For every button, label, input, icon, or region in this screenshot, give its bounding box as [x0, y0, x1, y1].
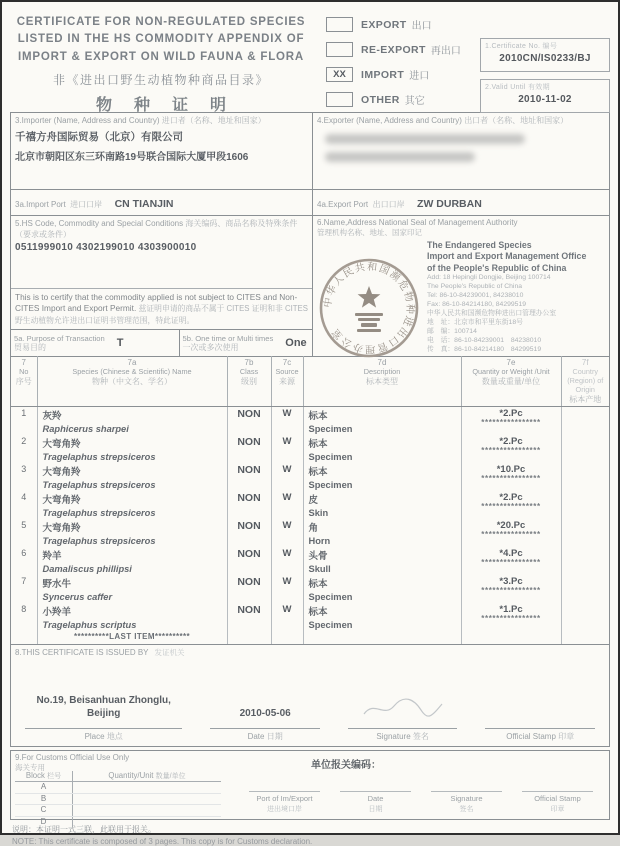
source-cell: W — [271, 491, 303, 519]
importer-exporter-row — [11, 113, 609, 189]
quantity-value: *2.Pc — [499, 492, 523, 503]
management-authority-box — [313, 216, 609, 356]
hs-label-cn: 海关编码、商品名称及特殊条件（要求或条件） — [15, 219, 298, 239]
quantity-fill-stars: **************** — [481, 614, 541, 623]
description-cn: 头骨 — [308, 551, 328, 562]
customs-col-label: Date — [367, 794, 384, 803]
customs-sign-labels — [239, 791, 603, 814]
description-en: Specimen — [308, 424, 353, 434]
quantity-value: *1.Pc — [499, 604, 523, 615]
block-row — [15, 817, 221, 828]
description-cn: 标本 — [308, 579, 328, 590]
quantity-cell — [461, 519, 561, 547]
species-cn-name: 大弯角羚 — [42, 523, 81, 534]
authority-detail-line: Fax: 86-10-84214180, 84299519 — [427, 301, 527, 309]
description-en: Skull — [308, 564, 331, 574]
species-scientific-name: Raphicerus sharpei — [42, 424, 129, 434]
quantity-value: *20.Pc — [496, 520, 526, 531]
block-letter: C — [15, 805, 73, 816]
check-label-cn: 再出口 — [430, 46, 461, 57]
quantity-cell — [461, 491, 561, 519]
block-letter: A — [15, 782, 73, 793]
authority-org-lines — [427, 240, 605, 274]
note-cn: 说明：本证明一式三联，此联用于报关。 — [12, 825, 156, 834]
one-or-multi-times — [180, 330, 312, 356]
quantity-cell — [461, 603, 561, 631]
export-port-label-cn: 出口口岸 — [372, 200, 405, 209]
quantity-cell — [461, 575, 561, 603]
description-cn: 标本 — [308, 467, 328, 478]
customs-section — [10, 750, 610, 826]
valid-until-value: 2010-11-02 — [518, 94, 572, 105]
source-cell: W — [271, 519, 303, 547]
species-scientific-name: Tragelaphus strepsiceros — [42, 452, 156, 462]
row-no-cell: 2 — [21, 436, 27, 446]
class-cell: NON — [227, 407, 271, 436]
certificate-no-label: 1.Certificate No. 编号 — [485, 43, 558, 50]
species-scientific-name: Damaliscus phillipsi — [42, 564, 132, 574]
block-quantity-blank — [73, 817, 221, 828]
block-row — [15, 805, 221, 817]
customs-sign-column — [421, 791, 512, 814]
col-header-species: 7a Species (Chinese & Scientific) Name 物种（中文名、学名） — [37, 357, 227, 407]
class-cell: NON — [227, 575, 271, 603]
importer-address: 北京市朝阳区东三环南路19号联合国际大厦甲段1606 — [15, 152, 249, 163]
purpose-times-row — [11, 329, 312, 356]
species-name-cell — [37, 435, 227, 463]
source-cell: W — [271, 463, 303, 491]
customs-sign-column — [330, 791, 421, 814]
import-port-label: 3a.Import Port — [15, 200, 66, 209]
fill-line — [431, 791, 502, 792]
description-cell — [303, 575, 461, 603]
col-header-description: 7d Description 标本类型 — [303, 357, 461, 407]
quantity-cell — [461, 435, 561, 463]
source-cell: W — [271, 435, 303, 463]
description-en: Specimen — [308, 592, 353, 602]
fill-line — [522, 791, 593, 792]
quantity-fill-stars: **************** — [481, 418, 541, 427]
origin-cell — [561, 547, 609, 575]
species-name-cell — [37, 407, 227, 436]
certification-cn: 兹证明申请的商品不属于 CITES 证明和非 CITES 野生动植物允许进出口证明书管理范围，特此证明。 — [15, 304, 308, 325]
species-name-cell — [37, 575, 227, 603]
source-cell: W — [271, 575, 303, 603]
block-quantity-table: Block 栏号 Quantity/Unit 数量/单位 A B C D — [15, 771, 221, 827]
species-name-cell — [37, 603, 227, 631]
authority-detail-line: 中华人民共和国濒危物种进出口管理办公室 — [427, 310, 557, 318]
authority-detail-line: 邮 编：100714 — [427, 328, 477, 336]
authority-detail-line: 地 址：北京市和平里东街18号 — [427, 319, 523, 327]
check-label-cn: 其它 — [404, 96, 425, 107]
official-stamp-label: Official Stamp — [506, 732, 556, 741]
table-row — [11, 519, 609, 547]
check-label: RE-EXPORT — [361, 43, 426, 56]
row-no-cell: 5 — [21, 520, 27, 530]
col-header-class: 7b Class 级别 — [227, 357, 271, 407]
origin-cell — [561, 435, 609, 463]
hs-authority-row — [11, 215, 609, 356]
hs-code-box — [11, 216, 312, 289]
quantity-value: *10.Pc — [496, 464, 526, 475]
species-cn-name: 小羚羊 — [42, 607, 72, 618]
description-en: Specimen — [308, 480, 353, 490]
authority-detail-line: The People's Republic of China — [427, 283, 523, 291]
last-item-marker: **********LAST ITEM********** — [37, 631, 227, 644]
customs-sign-column — [239, 791, 330, 814]
exporter-label-cn: 出口者（名称、地址和国家） — [464, 116, 569, 125]
quantity-fill-stars: **************** — [481, 502, 541, 511]
species-cn-name: 大弯角羚 — [42, 467, 81, 478]
authority-org-line: The Endangered Species — [427, 240, 532, 250]
importer-name: 千禧方舟国际贸易（北京）有限公司 — [15, 131, 183, 143]
footer-notes — [10, 824, 610, 846]
ports-row — [11, 189, 609, 215]
species-cn-name: 野水牛 — [42, 579, 72, 590]
check-row — [326, 12, 480, 37]
transaction-type-checks — [312, 6, 480, 112]
origin-cell — [561, 519, 609, 547]
checkbox — [326, 92, 353, 107]
certification-statement — [11, 289, 312, 329]
exporter-label: 4.Exporter (Name, Address and Country) — [317, 116, 462, 125]
quantity-value: *2.Pc — [499, 436, 523, 447]
importer-label: 3.Importer (Name, Address and Country) — [15, 116, 160, 125]
block-letter: B — [15, 794, 73, 805]
certificate-info — [480, 6, 610, 112]
description-cell — [303, 463, 461, 491]
national-emblem-icon — [355, 286, 383, 332]
authority-org-line: of the People's Republic of China — [427, 262, 567, 273]
place-value-line-2: Beijing — [87, 708, 121, 719]
description-en: Specimen — [308, 620, 353, 630]
customs-col-label-cn: 进出境口岸 — [267, 806, 302, 813]
exporter-redacted-line-1 — [325, 134, 525, 144]
customs-col-label-cn: 日期 — [368, 806, 383, 813]
certification-en: This is to certify that the commodity applied is not subject to CITES and Non-CITES Import and Export Permit. — [15, 292, 298, 314]
species-scientific-name: Tragelaphus scriptus — [42, 620, 137, 630]
col-header-no: 7 No 序号 — [11, 357, 37, 407]
svg-text:中华人民共和国濒危物种进出口管理办公室: 中华人民共和国濒危物种进出口管理办公室 — [322, 261, 416, 355]
place-value-line-1: No.19, Beisanhuan Zhonglu, — [36, 695, 171, 706]
description-cell — [303, 435, 461, 463]
species-scientific-name: Tragelaphus strepsiceros — [42, 508, 156, 518]
page-title-line-3: IMPORT & EXPORT ON WILD FAUNA & FLORA — [18, 50, 304, 63]
purpose-of-transaction — [11, 330, 180, 356]
class-cell: NON — [227, 603, 271, 631]
origin-cell — [561, 407, 609, 436]
description-cell — [303, 519, 461, 547]
fill-line — [340, 791, 411, 792]
col-header-quantity: 7e Quantity or Weight /Unit 数量或重量/单位 — [461, 357, 561, 407]
quantity-value: *2.Pc — [499, 408, 523, 419]
check-row — [326, 37, 480, 62]
origin-cell — [561, 463, 609, 491]
doc-name-cn: 物种证明 — [95, 96, 248, 114]
customs-label-cn: 海关专用 — [15, 763, 45, 772]
page-title-line-2: LISTED IN THE HS COMMODITY APPENDIX OF — [17, 33, 305, 46]
exporter-box — [313, 113, 609, 189]
export-port-value: ZW DURBAN — [417, 198, 482, 210]
customs-label: 9.For Customs Official Use Only — [15, 753, 130, 762]
authority-org-line: Import and Export Management Office — [427, 251, 587, 262]
species-scientific-name: Tragelaphus strepsiceros — [42, 536, 156, 546]
species-name-cell — [37, 547, 227, 575]
checkbox — [326, 42, 353, 57]
authority-label-cn: 管理机构名称、地址、国家印记 — [317, 228, 422, 237]
times-label-cn: 一次或多次使用 — [182, 342, 239, 352]
issued-by-section — [11, 644, 609, 746]
check-row — [326, 62, 480, 87]
description-cn: 皮 — [308, 495, 319, 506]
hs-column — [11, 216, 313, 356]
customs-sign-column — [512, 791, 603, 814]
species-name-cell — [37, 491, 227, 519]
signature-column: Signature 签名 — [334, 680, 472, 742]
times-value: One — [285, 337, 307, 350]
table-row — [11, 603, 609, 631]
block-letter: D — [15, 817, 73, 828]
species-cn-name: 大弯角羚 — [42, 439, 81, 450]
authority-detail-line: 电 话：86-10-84239001 84238010 — [427, 337, 542, 345]
hs-codes-value: 0511999010 4302199010 4303900010 — [15, 242, 197, 253]
check-row — [326, 87, 480, 112]
authority-label: 6.Name,Address National Seal of Management Authority — [317, 218, 518, 227]
block-quantity-blank — [73, 782, 221, 793]
quantity-fill-stars: **************** — [481, 530, 541, 539]
block-row — [15, 782, 221, 794]
certificate-no-value: 2010CN/IS0233/BJ — [499, 53, 591, 64]
description-cn: 角 — [308, 523, 319, 534]
row-no-cell: 4 — [21, 492, 27, 502]
origin-cell — [561, 603, 609, 631]
check-label: IMPORT — [361, 68, 405, 81]
importer-label-cn: 进口者（名称、地址和国家） — [161, 116, 266, 125]
table-row — [11, 575, 609, 603]
species-scientific-name: Syncerus caffer — [42, 592, 113, 602]
note-en: NOTE: This certificate is composed of 3 pages. This copy is for Customs declaration. — [12, 837, 313, 846]
block-row — [15, 794, 221, 806]
quantity-cell — [461, 463, 561, 491]
export-port-label: 4a.Export Port — [317, 200, 369, 209]
source-cell: W — [271, 407, 303, 436]
col-header-origin: 7f Country (Region) of Origin 标本产地 — [561, 357, 609, 407]
origin-cell — [561, 491, 609, 519]
quantity-cell — [461, 547, 561, 575]
customs-col-label: Port of Im/Export — [256, 794, 313, 803]
valid-until-label: 2.Valid Until 有效期 — [485, 84, 550, 91]
date-value: 2010-05-06 — [239, 708, 291, 719]
quantity-value: *3.Pc — [499, 576, 523, 587]
page-subtitle-cn: 非《进出口野生动植物种商品目录》 — [52, 72, 269, 87]
place-label: Place — [84, 732, 105, 741]
customs-col-label-cn: 签名 — [459, 806, 474, 813]
check-label: EXPORT — [361, 18, 407, 31]
export-port — [313, 190, 609, 215]
class-cell: NON — [227, 463, 271, 491]
official-stamp-column: Official Stamp 印章 — [471, 680, 609, 742]
source-cell: W — [271, 603, 303, 631]
species-name-cell — [37, 519, 227, 547]
purpose-label: 5a. Purpose of Transaction — [14, 333, 105, 343]
table-row — [11, 407, 609, 436]
signature-label: Signature — [376, 732, 411, 741]
species-cn-name: 灰羚 — [42, 411, 62, 422]
page-title-line-1: CERTIFICATE FOR NON-REGULATED SPECIES — [16, 16, 306, 28]
hs-label: 5.HS Code, Commodity and Special Conditions — [15, 219, 184, 228]
check-label-cn: 出口 — [411, 21, 432, 32]
species-cn-name: 羚羊 — [42, 551, 62, 562]
description-en: Horn — [308, 536, 331, 546]
description-cell — [303, 491, 461, 519]
import-port-value: CN TIANJIN — [114, 198, 174, 210]
certificate-no-box — [480, 38, 610, 72]
description-cn: 标本 — [308, 607, 328, 618]
form-body — [10, 112, 610, 747]
issued-by-label: 8.THIS CERTIFICATE IS ISSUED BY — [15, 648, 149, 657]
official-seal-icon — [317, 256, 421, 360]
species-scientific-name: Tragelaphus strepsiceros — [42, 480, 156, 490]
description-en: Skin — [308, 508, 329, 518]
row-no-cell: 7 — [21, 576, 27, 586]
species-name-cell — [37, 463, 227, 491]
authority-detail-line: Tel: 86-10-84239001, 84238010 — [427, 292, 524, 300]
signature-scribble-icon — [358, 694, 448, 720]
description-cell — [303, 603, 461, 631]
customs-col-label: Signature — [450, 794, 483, 803]
authority-detail-line: Add: 18 Hepingli Dongjie, Beijing 100714 — [427, 274, 551, 282]
valid-until-box — [480, 79, 610, 113]
quantity-value: *4.Pc — [499, 548, 523, 559]
purpose-label-cn: 贸易目的 — [14, 342, 46, 352]
checkbox — [326, 67, 353, 82]
quantity-fill-stars: **************** — [481, 586, 541, 595]
date-column: 2010-05-06 Date 日期 — [196, 680, 334, 742]
exporter-redacted-line-2 — [325, 152, 475, 162]
species-cn-name: 大弯角羚 — [42, 495, 81, 506]
quantity-fill-stars: **************** — [481, 446, 541, 455]
check-label: OTHER — [361, 93, 400, 106]
quantity-fill-stars: **************** — [481, 558, 541, 567]
description-cn: 标本 — [308, 411, 328, 422]
block-quantity-blank — [73, 794, 221, 805]
description-cn: 标本 — [308, 439, 328, 450]
header — [10, 6, 610, 112]
row-no-cell: 1 — [21, 408, 27, 418]
times-label: 5b. One time or Multi times — [182, 333, 274, 343]
row-no-cell: 6 — [21, 548, 27, 558]
row-no-cell: 8 — [21, 604, 27, 614]
class-cell: NON — [227, 547, 271, 575]
authority-detail-line: 传 真：86-10-84214180 84299519 — [427, 346, 542, 354]
title-block — [10, 6, 312, 112]
purpose-value: T — [116, 337, 124, 350]
fill-line — [249, 791, 320, 792]
customs-col-label: Official Stamp — [534, 794, 581, 803]
checkbox-mark: XX — [333, 69, 346, 80]
import-port-label-cn: 进口口岸 — [70, 200, 103, 209]
date-label: Date — [247, 732, 265, 741]
source-cell: W — [271, 547, 303, 575]
table-row — [11, 463, 609, 491]
row-no-cell: 3 — [21, 464, 27, 474]
customs-col-label-cn: 印章 — [550, 806, 565, 813]
class-cell: NON — [227, 491, 271, 519]
place-column: No.19, Beisanhuan Zhonglu, Beijing Place 地点 — [11, 680, 196, 742]
class-cell: NON — [227, 519, 271, 547]
col-header-source: 7c Source 来源 — [271, 357, 303, 407]
check-label-cn: 进口 — [409, 71, 430, 82]
import-port — [11, 190, 313, 215]
authority-detail-lines — [427, 274, 605, 355]
table-row — [11, 547, 609, 575]
quantity-fill-stars: **************** — [481, 474, 541, 483]
quantity-cell — [461, 407, 561, 436]
class-cell: NON — [227, 435, 271, 463]
description-cell — [303, 547, 461, 575]
issued-by-label-cn: 发证机关 — [154, 648, 185, 657]
importer-box — [11, 113, 313, 189]
block-quantity-blank — [73, 805, 221, 816]
last-item-row — [11, 631, 609, 644]
species-table — [11, 356, 609, 644]
checkbox — [326, 17, 353, 32]
table-row — [11, 491, 609, 519]
customs-code-label: 单位报关编码： — [311, 760, 381, 771]
origin-cell — [561, 575, 609, 603]
quantity-col-label: Quantity/Unit — [108, 771, 154, 780]
table-row — [11, 435, 609, 463]
description-en: Specimen — [308, 452, 353, 462]
block-col-label: Block — [25, 771, 45, 780]
description-cell — [303, 407, 461, 436]
